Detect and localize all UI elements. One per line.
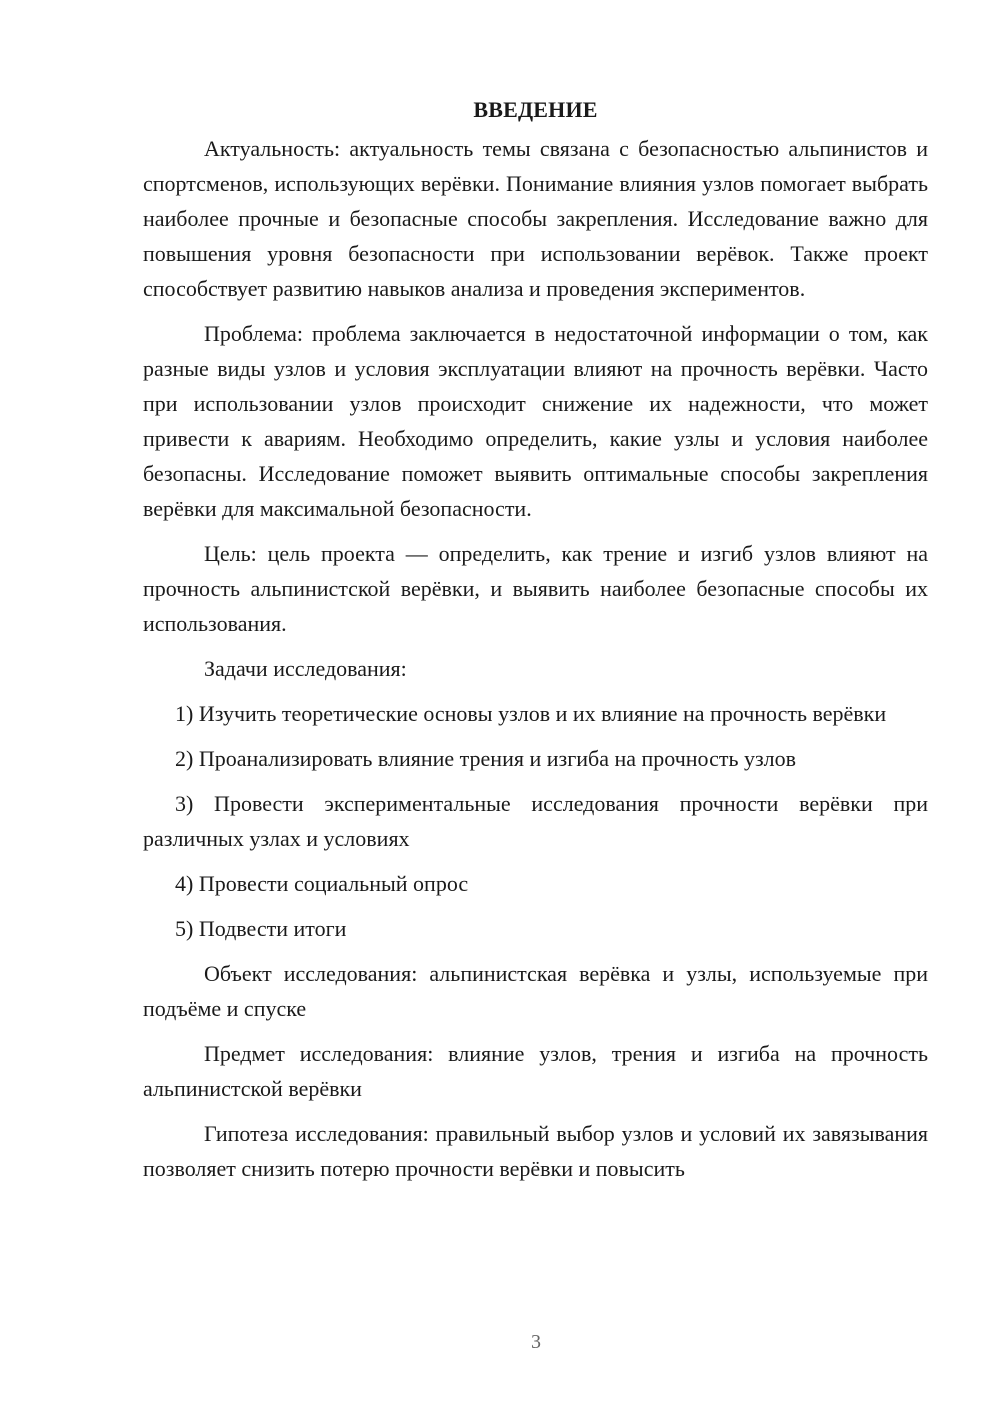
problem-paragraph: Проблема: проблема заключается в недостаточной информации о том, как разные виды узлов и условия эксплуатации влияют на прочность верёвки. Часто при использовании узлов происходит снижение их надежности, что может привести к авариям. Необходимо определить, какие узлы и условия наиболее безопасны. Исследование поможет выявить оптимальные способы закрепления верёвки для максимальной безопасности. (143, 321, 928, 521)
tasks-title: Задачи исследования: (204, 656, 407, 681)
hypothesis-paragraph: Гипотеза исследования: правильный выбор узлов и условий их завязывания позволяет снизить потерю прочности верёвки и повысить (143, 1121, 928, 1181)
section-heading: ВВЕДЕНИЕ (473, 97, 598, 122)
subject-paragraph: Предмет исследования: влияние узлов, трения и изгиба на прочность альпинистской верёвки (143, 1041, 928, 1101)
page-content (143, 92, 928, 1196)
task-item-5: 5) Подвести итоги (175, 916, 347, 941)
task-item-4: 4) Провести социальный опрос (175, 871, 469, 896)
object-paragraph: Объект исследования: альпинистская верёвка и узлы, используемые при подъёме и спуске (143, 961, 928, 1021)
task-item-2: 2) Проанализировать влияние трения и изгиба на прочность узлов (175, 746, 797, 771)
task-item-3: 3) Провести экспериментальные исследования прочности верёвки при различных узлах и условиях (143, 791, 928, 851)
relevance-paragraph: Актуальность: актуальность темы связана с безопасностью альпинистов и спортсменов, использующих верёвки. Понимание влияния узлов помогает выбрать наиболее прочные и безопасные способы закрепления. Исследование важно для повышения уровня безопасности при использовании верёвок. Также проект способствует развитию навыков анализа и проведения экспериментов. (143, 136, 928, 301)
page-number: 3 (531, 1331, 541, 1353)
task-item-1: 1) Изучить теоретические основы узлов и их влияние на прочность верёвки (175, 701, 887, 726)
goal-paragraph: Цель: цель проекта — определить, как трение и изгиб узлов влияют на прочность альпинистской верёвки, и выявить наиболее безопасные способы их использования. (143, 541, 928, 636)
